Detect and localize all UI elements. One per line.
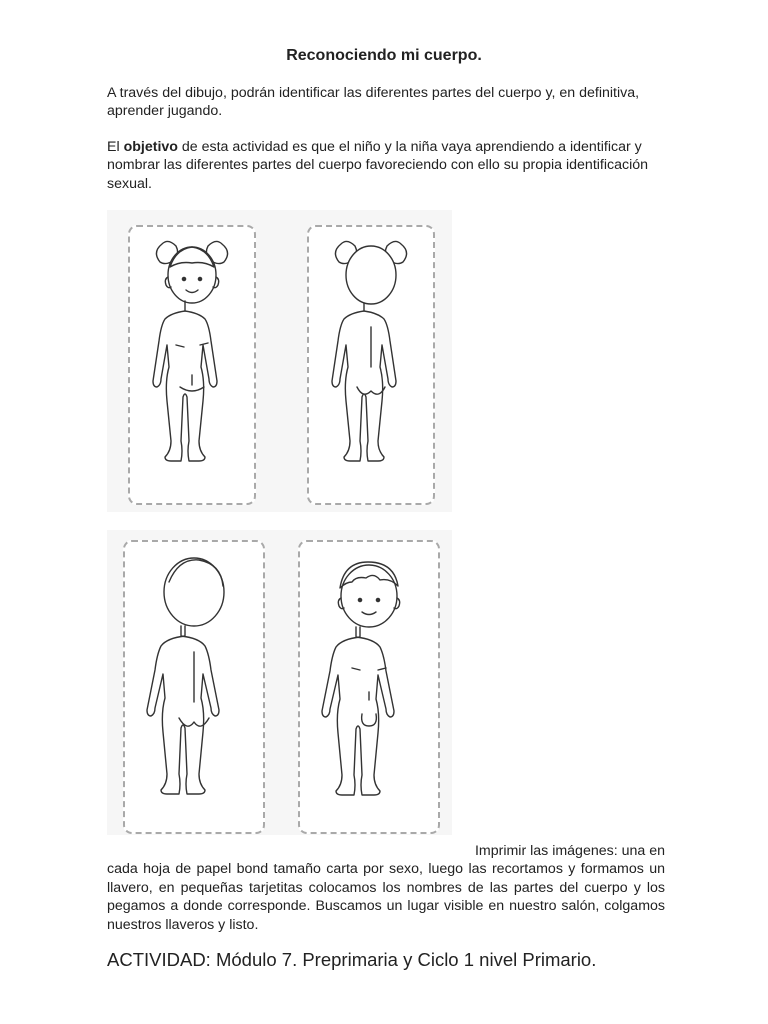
objective-bold: objetivo: [123, 139, 178, 155]
girl-back-drawing: [309, 227, 433, 503]
boy-back-card: [123, 540, 265, 834]
instructions-paragraph: [107, 842, 665, 934]
girl-front-card: [128, 225, 256, 505]
boy-back-drawing: [125, 542, 263, 832]
girl-front-drawing: [130, 227, 254, 503]
girl-back-card: [307, 225, 435, 505]
objective-rest: de esta actividad es que el niño y la niña vaya aprendiendo a identificar y nombrar las diferentes partes del cuerpo favoreciendo con ello su propia identificación sexual.: [107, 139, 649, 192]
instructions-first-line: Imprimir las imágenes: una en: [474, 843, 665, 859]
boy-figures-image: [107, 530, 452, 835]
objective-paragraph: [107, 138, 665, 193]
boy-front-card: [298, 540, 440, 834]
girl-figures-image: [107, 210, 452, 512]
intro-paragraph: A través del dibujo, podrán identificar las diferentes partes del cuerpo y, en definitiva, aprender jugando.: [107, 85, 640, 120]
page-title: Reconociendo mi cuerpo.: [286, 47, 482, 64]
activity-line: ACTIVIDAD: Módulo 7. Preprimaria y Ciclo 1 nivel Primario.: [107, 949, 597, 970]
boy-front-drawing: [300, 542, 438, 832]
instructions-rest: cada hoja de papel bond tamaño carta por sexo, luego las recortamos y formamos un llavero, en pequeñas tarjetitas colocamos los nombres de las partes del cuerpo y los pegamos a donde corresponde. Buscamos un lugar visible en nuestro salón, colgamos nuestros llaveros y listo.: [107, 861, 665, 933]
objective-prefix: El: [107, 139, 124, 155]
